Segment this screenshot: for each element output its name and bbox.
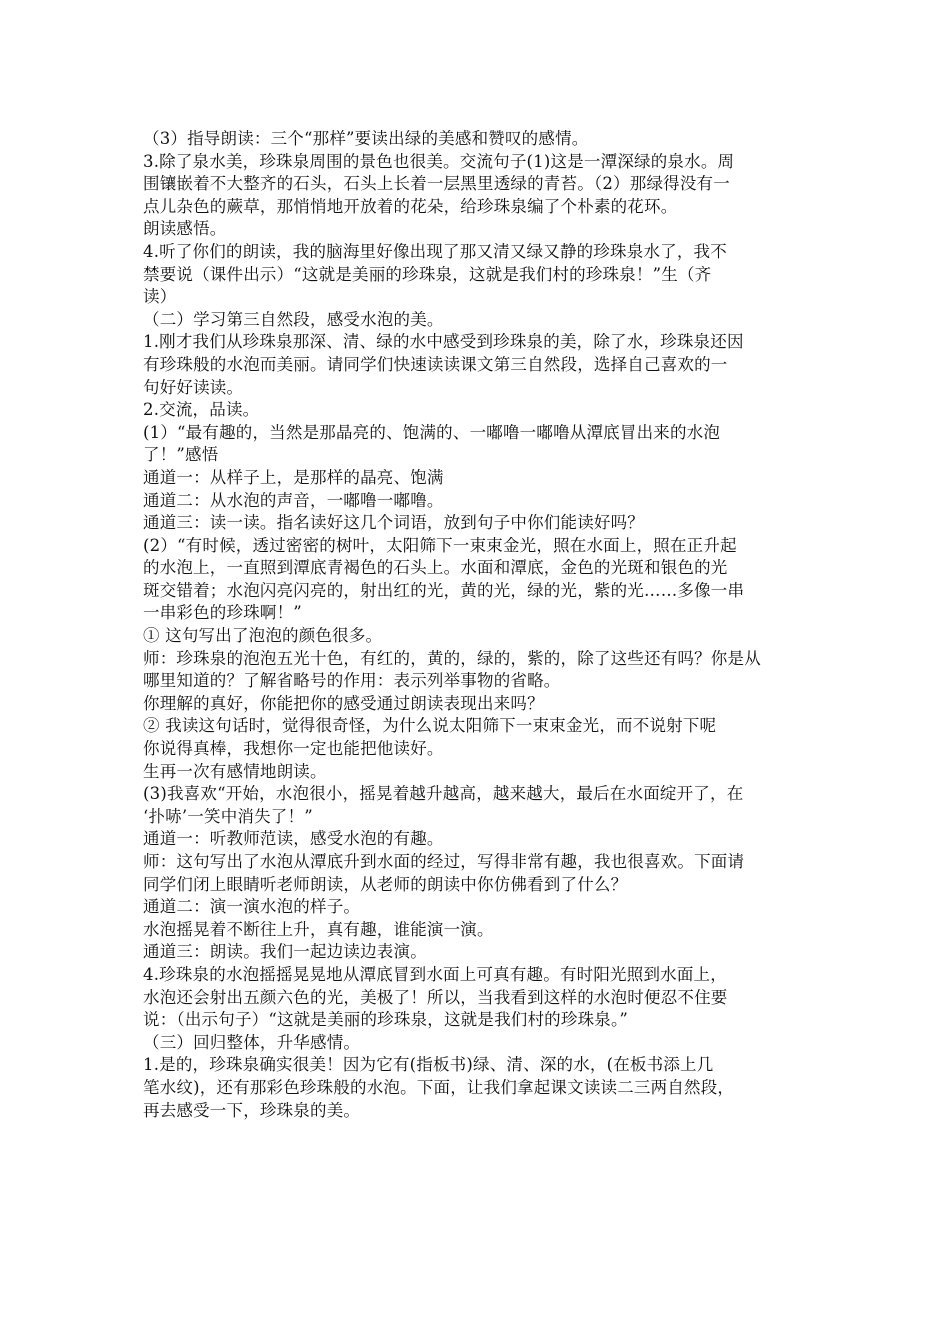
text-line: 1.刚才我们从珍珠泉那深、清、绿的水中感受到珍珠泉的美，除了水，珍珠泉还因: [143, 332, 744, 352]
text-line: （三）回归整体，升华感情。: [143, 1032, 361, 1052]
text-line: 师：这句写出了水泡从潭底升到水面的经过，写得非常有趣，我也很喜欢。下面请: [143, 852, 745, 871]
text-line: 通道一：从样子上，是那样的晶亮、饱满: [143, 467, 444, 487]
text-line: 点儿杂色的蕨草，那悄悄地开放着的花朵，给珍珠泉编了个朴素的花环。: [143, 196, 678, 216]
text-line: 生再一次有感情地朗读。: [143, 761, 327, 781]
text-line: (2）“有时候，透过密密的树叶，太阳筛下一束束金光，照在水面上，照在正升起: [143, 535, 737, 555]
text-line: 通道三：朗读。我们一起边读边表演。: [143, 942, 427, 962]
text-line: ‘扑哧’一笑中消失了！”: [143, 806, 313, 826]
text-line: (3)我喜欢“开始，水泡很小，摇晃着越升越高，越来越大，最后在水面绽开了，在: [143, 784, 744, 804]
text-line: 你理解的真好，你能把你的感受通过朗读表现出来吗？: [143, 693, 544, 713]
text-line: 通道二：演一演水泡的样子。: [143, 897, 361, 917]
text-line: 句好好读读。: [143, 377, 244, 397]
text-line: ① 这句写出了泡泡的颜色很多。: [143, 626, 383, 646]
text-line: 4.珍珠泉的水泡摇摇晃晃地从潭底冒到水面上可真有趣。有时阳光照到水面上，: [143, 964, 727, 984]
text-line: 再去感受一下，珍珠泉的美。: [143, 1100, 361, 1120]
text-line: 一串彩色的珍珠啊！”: [143, 603, 302, 623]
text-line: 有珍珠般的水泡而美丽。请同学们快速读读课文第三自然段，选择自己喜欢的一: [143, 354, 728, 374]
text-line: 师：珍珠泉的泡泡五光十色，有红的，黄的，绿的，紫的，除了这些还有吗？你是从: [143, 648, 761, 668]
text-line: 斑交错着；水泡闪亮闪亮的，射出红的光，黄的光，绿的光，紫的光……多像一串: [143, 580, 745, 600]
text-line: 通道一：听教师范读，感受水泡的有趣。: [143, 829, 444, 849]
text-line: 哪里知道的？了解省略号的作用：表示列举事物的省略。: [143, 671, 561, 691]
text-line: 3.除了泉水美，珍珠泉周围的景色也很美。交流句子(1)这是一潭深绿的泉水。周: [143, 151, 735, 171]
text-line: 了！”感悟: [143, 445, 219, 465]
text-line: 你说得真棒，我想你一定也能把他读好。: [143, 739, 444, 759]
text-line: ② 我读这句话时，觉得很奇怪，为什么说太阳筛下一束束金光，而不说射下呢: [143, 716, 717, 736]
text-line: 同学们闭上眼睛听老师朗读，从老师的朗读中你仿佛看到了什么？: [143, 874, 628, 894]
text-line: 禁要说（课件出示）“这就是美丽的珍珠泉，这就是我们村的珍珠泉！”生（齐: [143, 264, 712, 284]
text-line: 4.听了你们的朗读，我的脑海里好像出现了那又清又绿又静的珍珠泉水了，我不: [143, 241, 727, 261]
text-line: 2.交流，品读。: [143, 400, 260, 420]
text-line: 围镶嵌着不大整齐的石头，石头上长着一层黑里透绿的青苔。（2）那绿得没有一: [143, 174, 730, 194]
text-line: 1.是的，珍珠泉确实很美！因为它有(指板书)绿、清、深的水，(在板书添上几: [143, 1055, 714, 1075]
text-line: 笔水纹)，还有那彩色珍珠般的水泡。下面，让我们拿起课文读读二三两自然段，: [143, 1077, 735, 1097]
text-line: 水泡摇晃着不断往上升，真有趣，谁能演一演。: [143, 919, 494, 939]
text-line: 通道二：从水泡的声音，一嘟噜一嘟噜。: [143, 490, 444, 510]
text-line: 朗读感悟。: [143, 219, 227, 239]
text-line: 通道三：读一读。指名读好这几个词语，放到句子中你们能读好吗？: [143, 513, 644, 533]
text-line: 读）: [143, 287, 177, 307]
text-line: （3）指导朗读：三个“那样”要读出绿的美感和赞叹的感情。: [143, 129, 589, 148]
text-line: 的水泡上，一直照到潭底青褐色的石头上。水面和潭底，金色的光斑和银色的光: [143, 558, 728, 578]
document-body: [143, 128, 813, 1122]
text-line: 说：（出示句子）“这就是美丽的珍珠泉，这就是我们村的珍珠泉。”: [143, 1010, 629, 1030]
text-line: (1）“最有趣的，当然是那晶亮的、饱满的、一嘟噜一嘟噜从潭底冒出来的水泡: [143, 422, 721, 442]
text-line: （二）学习第三自然段，感受水泡的美。: [143, 309, 444, 329]
text-line: 水泡还会射出五颜六色的光，美极了！所以，当我看到这样的水泡时便忍不住要: [143, 987, 728, 1007]
